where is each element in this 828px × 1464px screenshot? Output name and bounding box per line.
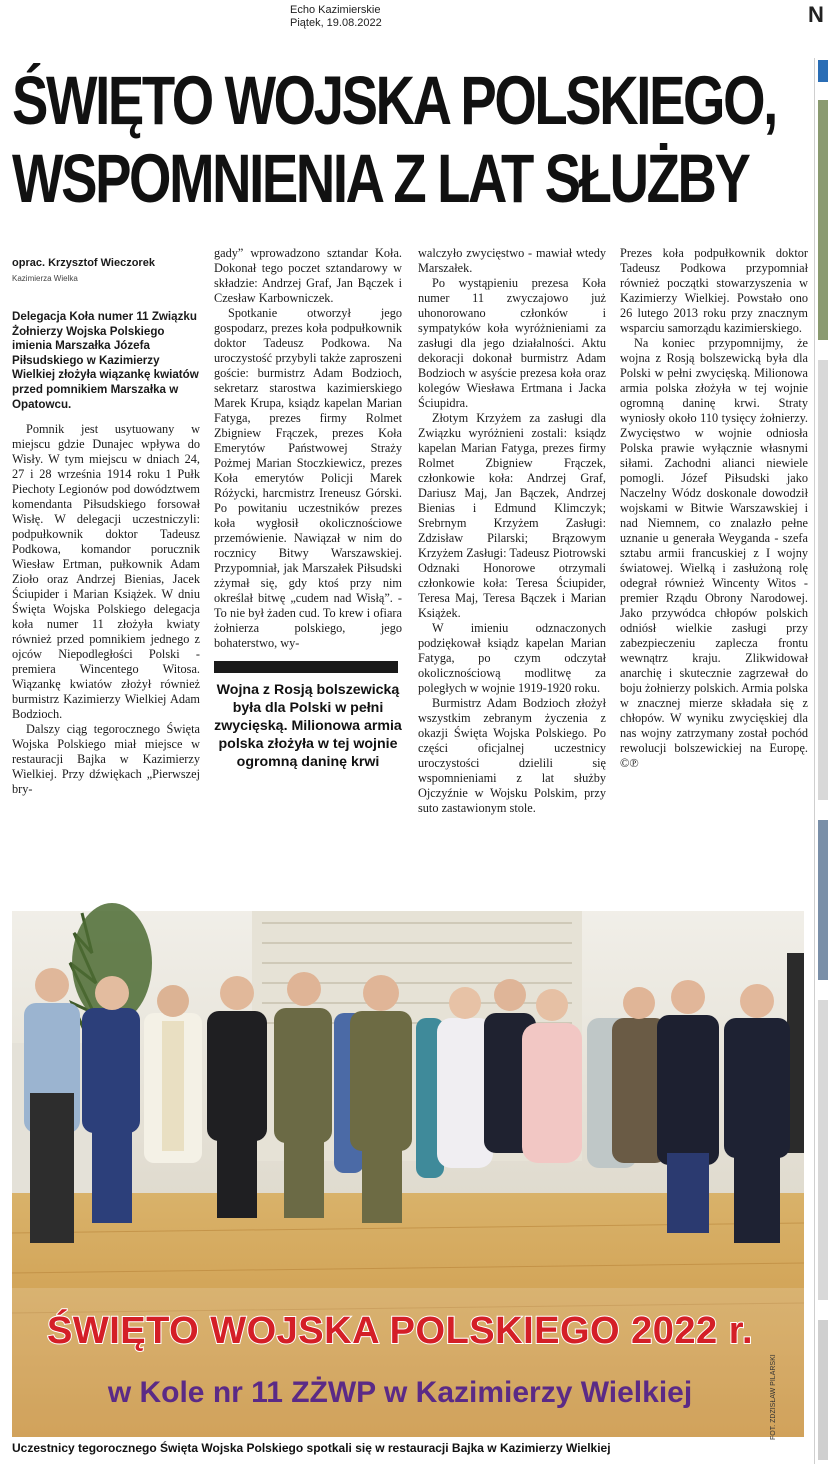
headline-line-2: WSPOMNIENIA Z LAT SŁUŻBY <box>12 140 749 217</box>
headline <box>12 62 776 218</box>
paragraph: Złotym Krzyżem za zasługi dla Związku wyróżnieni zostali: ksiądz kapelan Marian Fatyga, prezes firmy Rolmet Zbigniew Frączek, członkowie koła: Andrzej Graf, Dariusz Maj, Jan Bączek, Andrzej Bienias i Edmund Klimczyk; Srebrnym Krzyżem Zasługi: Zdzisław Pilarski; Brązowym Krzyżem Zasługi: Tadeusz Piotrowski Odznaki Honorowe otrzymali członkowie koła: Teresa Ściupider, Teresa Maj, Teresa Bączek i Marian Książek. <box>418 411 606 620</box>
article-column-4 <box>620 246 808 886</box>
publication-name: Echo Kazimierskie <box>290 4 381 16</box>
paragraph: Prezes koła podpułkownik doktor Tadeusz Podkowa przypomniał również początki stowarzyszenia w Kazimierzy Wielkiej. Powstało ono 26 lutego 2013 roku przy znacznym wsparciu samorządu kazimierskiego. <box>620 246 808 335</box>
banner-title: ŚWIĘTO WOJSKA POLSKIEGO 2022 r. <box>46 1310 753 1352</box>
article-column-1 <box>12 246 200 886</box>
paragraph: Burmistrz Adam Bodzioch złożył wszystkim zebranym życzenia z okazji Święta Wojska Polskiego. Po części oficjalnej uczestnicy uroczystości dzielili się wspomnieniami z lat służby Ojczyźnie w Wojsku Polskim, przy suto zastawionym stole. <box>418 696 606 815</box>
banner-subtitle: w Kole nr 11 ZŻWP w Kazimierzy Wielkiej <box>107 1376 693 1409</box>
pullquote: Wojna z Rosją bolszewicką była dla Polski w pełni zwycięską. Milionowa armia polska złożyła w tej wojnie ogromną daninę krwi <box>214 682 402 770</box>
masthead <box>290 4 382 30</box>
paragraph: Po wystąpieniu prezesa Koła numer 11 zwyczajowo już uhonorowano członków i sympatyków koła wyróżnieniami za zasługi dla jego działalności. Aktu dekoracji dokonał burmistrz Adam Bodzioch w asyście prezesa koła oraz kolegów Wiesława Ertmana i Jacka Ściupidra. <box>418 276 606 410</box>
headline-line-1: ŚWIĘTO WOJSKA POLSKIEGO, <box>12 62 776 139</box>
lead-paragraph: Delegacja Koła numer 11 Związku Żołnierzy Wojska Polskiego imienia Marszałka Józefa Piłsudskiego w Kazimierzy Wielkiej złożyła wiązankę kwiatów przed pomnikiem Marszałka w Opatowcu. <box>12 310 199 411</box>
byline-place: Kazimierza Wielka <box>12 274 78 283</box>
byline-author: oprac. Krzysztof Wieczorek <box>12 257 155 269</box>
article-column-2 <box>214 246 402 886</box>
paragraph: Na koniec przypomnijmy, że wojna z Rosją bolszewicką była dla Polski w pełni zwycięską. Milionowa armia polska złożyła w tej wojnie ogromną daninę krwi. Straty wyniosły około 110 tysięcy żołnierzy. Zwycięstwo w wojnie odniosła Polska prawie wyłącznie własnymi siłami. Zachodni alianci niewiele pomogli. Józef Piłsudski jako Naczelny Wódz doskonale dowodził wojskami w Bitwie Warszawskiej i nad Niemnem, co znalazło pełne uznanie u generała Weyganda - szefa sztabu armii francuskiej z I wojny światowej. Wielką i zasłużoną rolę odegrał również Wincenty Witos - premier Rządu Obrony Narodowej. Jako przywódca chłopów polskich odniósł wielkie zasługi przy zabezpieczeniu zaplecza frontu wewnątrz kraju. Zlikwidował anarchię i skutecznie zagrzewał do boju żołnierzy polskich. Armia polska w znacznej mierze składała się z chłopów. W wyniku zwycięskiej dla nas wojny zatrzymany został pochód rewolucji bolszewickiej na Europę. ©℗ <box>620 336 808 770</box>
group-photo <box>12 893 804 1437</box>
photo-caption: Uczestnicy tegorocznego Święta Wojska Polskiego spotkali się w restauracji Bajka w Kazimierzy Wielkiej <box>12 1441 611 1455</box>
column-divider <box>814 58 815 1464</box>
adjacent-page-strip <box>818 60 828 1464</box>
pullquote-bar <box>214 661 398 673</box>
group-photo-image <box>12 893 804 1437</box>
article-columns <box>12 246 808 886</box>
article-column-3 <box>418 246 606 886</box>
publication-date: Piątek, 19.08.2022 <box>290 17 382 29</box>
paragraph: walczyło zwycięstwo - mawiał wtedy Marszałek. <box>418 246 606 275</box>
paragraph: Pomnik jest usytuowany w miejscu gdzie Dunajec wpływa do Wisły. W tym miejscu w dniach 24, 27 i 28 września 1914 roku 1 Pułk Piechoty Legionów pod dowództwem komendanta Piłsudskiego forsował Wisłę. W delegacji uczestniczyli: podpułkownik doktor Tadeusz Podkowa, komandor porucznik Wiesław Ertman, pułkownik Adam Zioło oraz Andrzej Bienias, Jacek Ściupider i Marian Książek. W dniu Święta Wojska Polskiego delegacja koła numer 11 złożyła kwiaty również przed pomnikiem jednego z ojców Niepodległości Polski - premiera Wincentego Witosa. Wiązankę kwiatów złożył również burmistrz Kazimierzy Wielkiej Adam Bodzioch. <box>12 422 200 722</box>
paragraph: Dalszy ciąg tegorocznego Święta Wojska Polskiego miał miejsce w restauracji Bajka w Kazimierzy Wielkiej. Przy dźwiękach „Pierwszej bry- <box>12 722 200 797</box>
photo-credit: FOT. ZDZISŁAW PILARSKI <box>770 1354 777 1440</box>
paragraph: gady” wprowadzono sztandar Koła. Dokonał tego poczet sztandarowy w składzie: Andrzej Graf, Jan Bączek i Czesław Karbowniczek. <box>214 246 402 305</box>
paragraph: Spotkanie otworzył jego gospodarz, prezes koła podpułkownik doktor Tadeusz Podkowa. Na uroczystość przybyli także zaproszeni goście: burmistrz Adam Bodzioch, sekretarz starostwa kazimierskiego Marek Krupa, ksiądz kapelan Marian Fatyga, prezes firmy Rolmet Zbigniew Frączek, prezes Koła Emerytów Państwowej Straży Pożmej Marian Stoczkiewicz, prezes Koła emerytów Policji Marek Różycki, harcmistrz Ireneusz Górski. Po powitaniu uczestników prezes koła wygłosił okolicznościowe przemówienie. Nawiązał w nim do rocznicy Bitwy Warszawskiej. Przypomniał, jak Marszałek Piłsudski zżymał się, gdy ktoś przy nim określał bitwę „cudem nad Wisłą”. - To nie był żaden cud. To krew i ofiara żołnierza polskiego, jego bohaterstwo, wy- <box>214 306 402 650</box>
paragraph: W imieniu odznaczonych podziękował ksiądz kapelan Marian Fatyga, po czym odczytał okolicznościową modlitwę za poległych w wojnie 1919-1920 roku. <box>418 621 606 695</box>
adjacent-page-letter: N <box>808 2 824 27</box>
